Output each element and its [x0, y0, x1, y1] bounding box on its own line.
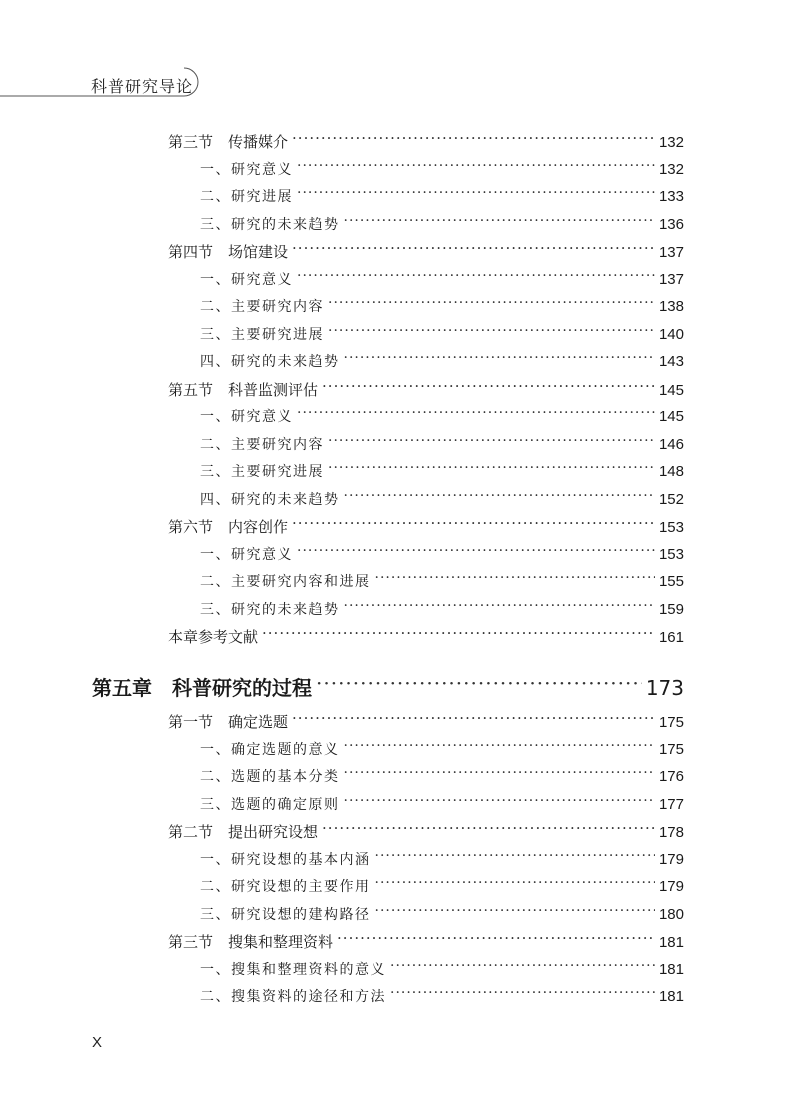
toc-entry[interactable] — [200, 739, 684, 759]
toc-chapter-5[interactable] — [92, 672, 684, 701]
page-number: 132 — [658, 134, 684, 151]
toc-entry[interactable] — [200, 876, 684, 896]
dot-leader — [292, 517, 655, 532]
entry-title: 一、研究意义 — [200, 547, 293, 563]
section-title: 场馆建设 — [228, 243, 289, 261]
dot-leader — [344, 600, 655, 614]
dot-leader — [316, 675, 642, 695]
dot-leader — [375, 850, 655, 864]
dot-leader — [297, 407, 655, 421]
toc-entry[interactable] — [200, 351, 684, 371]
toc-entry[interactable] — [200, 406, 684, 426]
page-number: 178 — [658, 824, 684, 841]
section-title: 确定选题 — [228, 713, 289, 731]
dot-leader — [344, 215, 655, 229]
section-title: 搜集和整理资料 — [228, 933, 334, 951]
dot-leader — [262, 627, 655, 642]
dot-leader — [375, 877, 655, 891]
page-number: 175 — [658, 714, 684, 731]
toc-entry[interactable] — [200, 794, 684, 814]
page-number: 145 — [658, 408, 684, 425]
section-title: 科普监测评估 — [228, 381, 319, 399]
dot-leader — [344, 740, 655, 754]
dot-leader — [292, 242, 655, 257]
toc-entry[interactable] — [200, 599, 684, 619]
entry-title: 一、研究意义 — [200, 409, 293, 425]
toc-entry[interactable] — [200, 849, 684, 869]
entry-title: 二、主要研究内容和进展 — [200, 574, 371, 590]
dot-leader — [328, 462, 655, 476]
running-title: 科普研究导论 — [91, 77, 194, 96]
dot-leader — [322, 380, 655, 395]
toc-entry[interactable] — [200, 296, 684, 316]
toc-references[interactable] — [168, 626, 684, 647]
page-number: 137 — [658, 271, 684, 288]
entry-title: 三、研究的未来趋势 — [200, 217, 340, 233]
toc-entry[interactable] — [200, 269, 684, 289]
page-number: 145 — [658, 382, 684, 399]
dot-leader — [297, 160, 655, 174]
page-number: 181 — [658, 961, 684, 978]
dot-leader — [344, 795, 655, 809]
entry-title: 一、确定选题的意义 — [200, 742, 340, 758]
entry-title: 一、研究意义 — [200, 272, 293, 288]
dot-leader — [375, 905, 655, 919]
page-number: 179 — [658, 851, 684, 868]
entry-title: 三、主要研究进展 — [200, 327, 324, 343]
toc-section-1[interactable] — [168, 711, 684, 732]
dot-leader — [328, 435, 655, 449]
entry-title: 一、搜集和整理资料的意义 — [200, 962, 386, 978]
section-title: 内容创作 — [228, 518, 289, 536]
entry-title: 一、研究设想的基本内涵 — [200, 852, 371, 868]
page-number: 137 — [658, 244, 684, 261]
dot-leader — [344, 767, 655, 781]
dot-leader — [344, 352, 655, 366]
page-number: 152 — [658, 491, 684, 508]
toc-entry[interactable] — [200, 904, 684, 924]
dot-leader — [337, 932, 655, 947]
toc-entry[interactable] — [200, 571, 684, 591]
toc-section-2[interactable] — [168, 821, 684, 842]
entry-title: 二、主要研究内容 — [200, 299, 324, 315]
toc-entry[interactable] — [200, 214, 684, 234]
page-number: 159 — [658, 601, 684, 618]
section-number: 第五节 — [168, 381, 214, 399]
page-number: 140 — [658, 326, 684, 343]
toc-section-6[interactable] — [168, 516, 684, 537]
toc-section-3b[interactable] — [168, 931, 684, 952]
section-number: 第二节 — [168, 823, 214, 841]
page-number: 155 — [658, 573, 684, 590]
toc-entry[interactable] — [200, 544, 684, 564]
page-number: 133 — [658, 188, 684, 205]
page-number: 173 — [645, 676, 684, 700]
dot-leader — [322, 822, 655, 837]
page-number: 138 — [658, 298, 684, 315]
references-title: 本章参考文献 — [168, 628, 259, 646]
page-number: 181 — [658, 934, 684, 951]
chapter-number: 第五章 — [92, 676, 152, 700]
page-number: 161 — [658, 629, 684, 646]
entry-title: 二、研究设想的主要作用 — [200, 879, 371, 895]
dot-leader — [375, 572, 655, 586]
entry-title: 三、研究设想的建构路径 — [200, 907, 371, 923]
page-number: 181 — [658, 988, 684, 1005]
page-number: 153 — [658, 519, 684, 536]
page-number: 177 — [658, 796, 684, 813]
section-title: 提出研究设想 — [228, 823, 319, 841]
entry-title: 四、研究的未来趋势 — [200, 492, 340, 508]
toc-entry[interactable] — [200, 959, 684, 979]
section-number: 第四节 — [168, 243, 214, 261]
chapter-title: 科普研究的过程 — [172, 676, 312, 700]
section-number: 第三节 — [168, 133, 214, 151]
toc-section-5[interactable] — [168, 379, 684, 400]
entry-title: 三、主要研究进展 — [200, 464, 324, 480]
dot-leader — [328, 325, 655, 339]
toc-entry[interactable] — [200, 489, 684, 509]
toc-entry[interactable] — [200, 986, 684, 1006]
entry-title: 二、主要研究内容 — [200, 437, 324, 453]
section-number: 第一节 — [168, 713, 214, 731]
dot-leader — [292, 132, 655, 147]
dot-leader — [344, 490, 655, 504]
toc-entry[interactable] — [200, 159, 684, 179]
page-number: 179 — [658, 878, 684, 895]
dot-leader — [390, 960, 655, 974]
entry-title: 二、搜集资料的途径和方法 — [200, 989, 386, 1005]
page-number: 136 — [658, 216, 684, 233]
page-number: 148 — [658, 463, 684, 480]
page-folio: X — [92, 1034, 103, 1051]
section-number: 第三节 — [168, 933, 214, 951]
toc-section-4[interactable] — [168, 241, 684, 262]
dot-leader — [297, 270, 655, 284]
dot-leader — [390, 987, 655, 1001]
toc-entry[interactable] — [200, 434, 684, 454]
dot-leader — [292, 712, 655, 727]
entry-title: 三、选题的确定原则 — [200, 797, 340, 813]
section-number: 第六节 — [168, 518, 214, 536]
toc-entry[interactable] — [200, 766, 684, 786]
entry-title: 二、选题的基本分类 — [200, 769, 340, 785]
toc-entry[interactable] — [200, 324, 684, 344]
toc-section-3[interactable] — [168, 131, 684, 152]
entry-title: 一、研究意义 — [200, 162, 293, 178]
page-number: 143 — [658, 353, 684, 370]
entry-title: 四、研究的未来趋势 — [200, 354, 340, 370]
dot-leader — [328, 297, 655, 311]
section-title: 传播媒介 — [228, 133, 289, 151]
page-number: 132 — [658, 161, 684, 178]
entry-title: 二、研究进展 — [200, 189, 293, 205]
entry-title: 三、研究的未来趋势 — [200, 602, 340, 618]
dot-leader — [297, 187, 655, 201]
page-number: 176 — [658, 768, 684, 785]
toc-entry[interactable] — [200, 186, 684, 206]
page-number: 175 — [658, 741, 684, 758]
page-number: 180 — [658, 906, 684, 923]
toc-entry[interactable] — [200, 461, 684, 481]
dot-leader — [297, 545, 655, 559]
page-number: 146 — [658, 436, 684, 453]
page-number: 153 — [658, 546, 684, 563]
